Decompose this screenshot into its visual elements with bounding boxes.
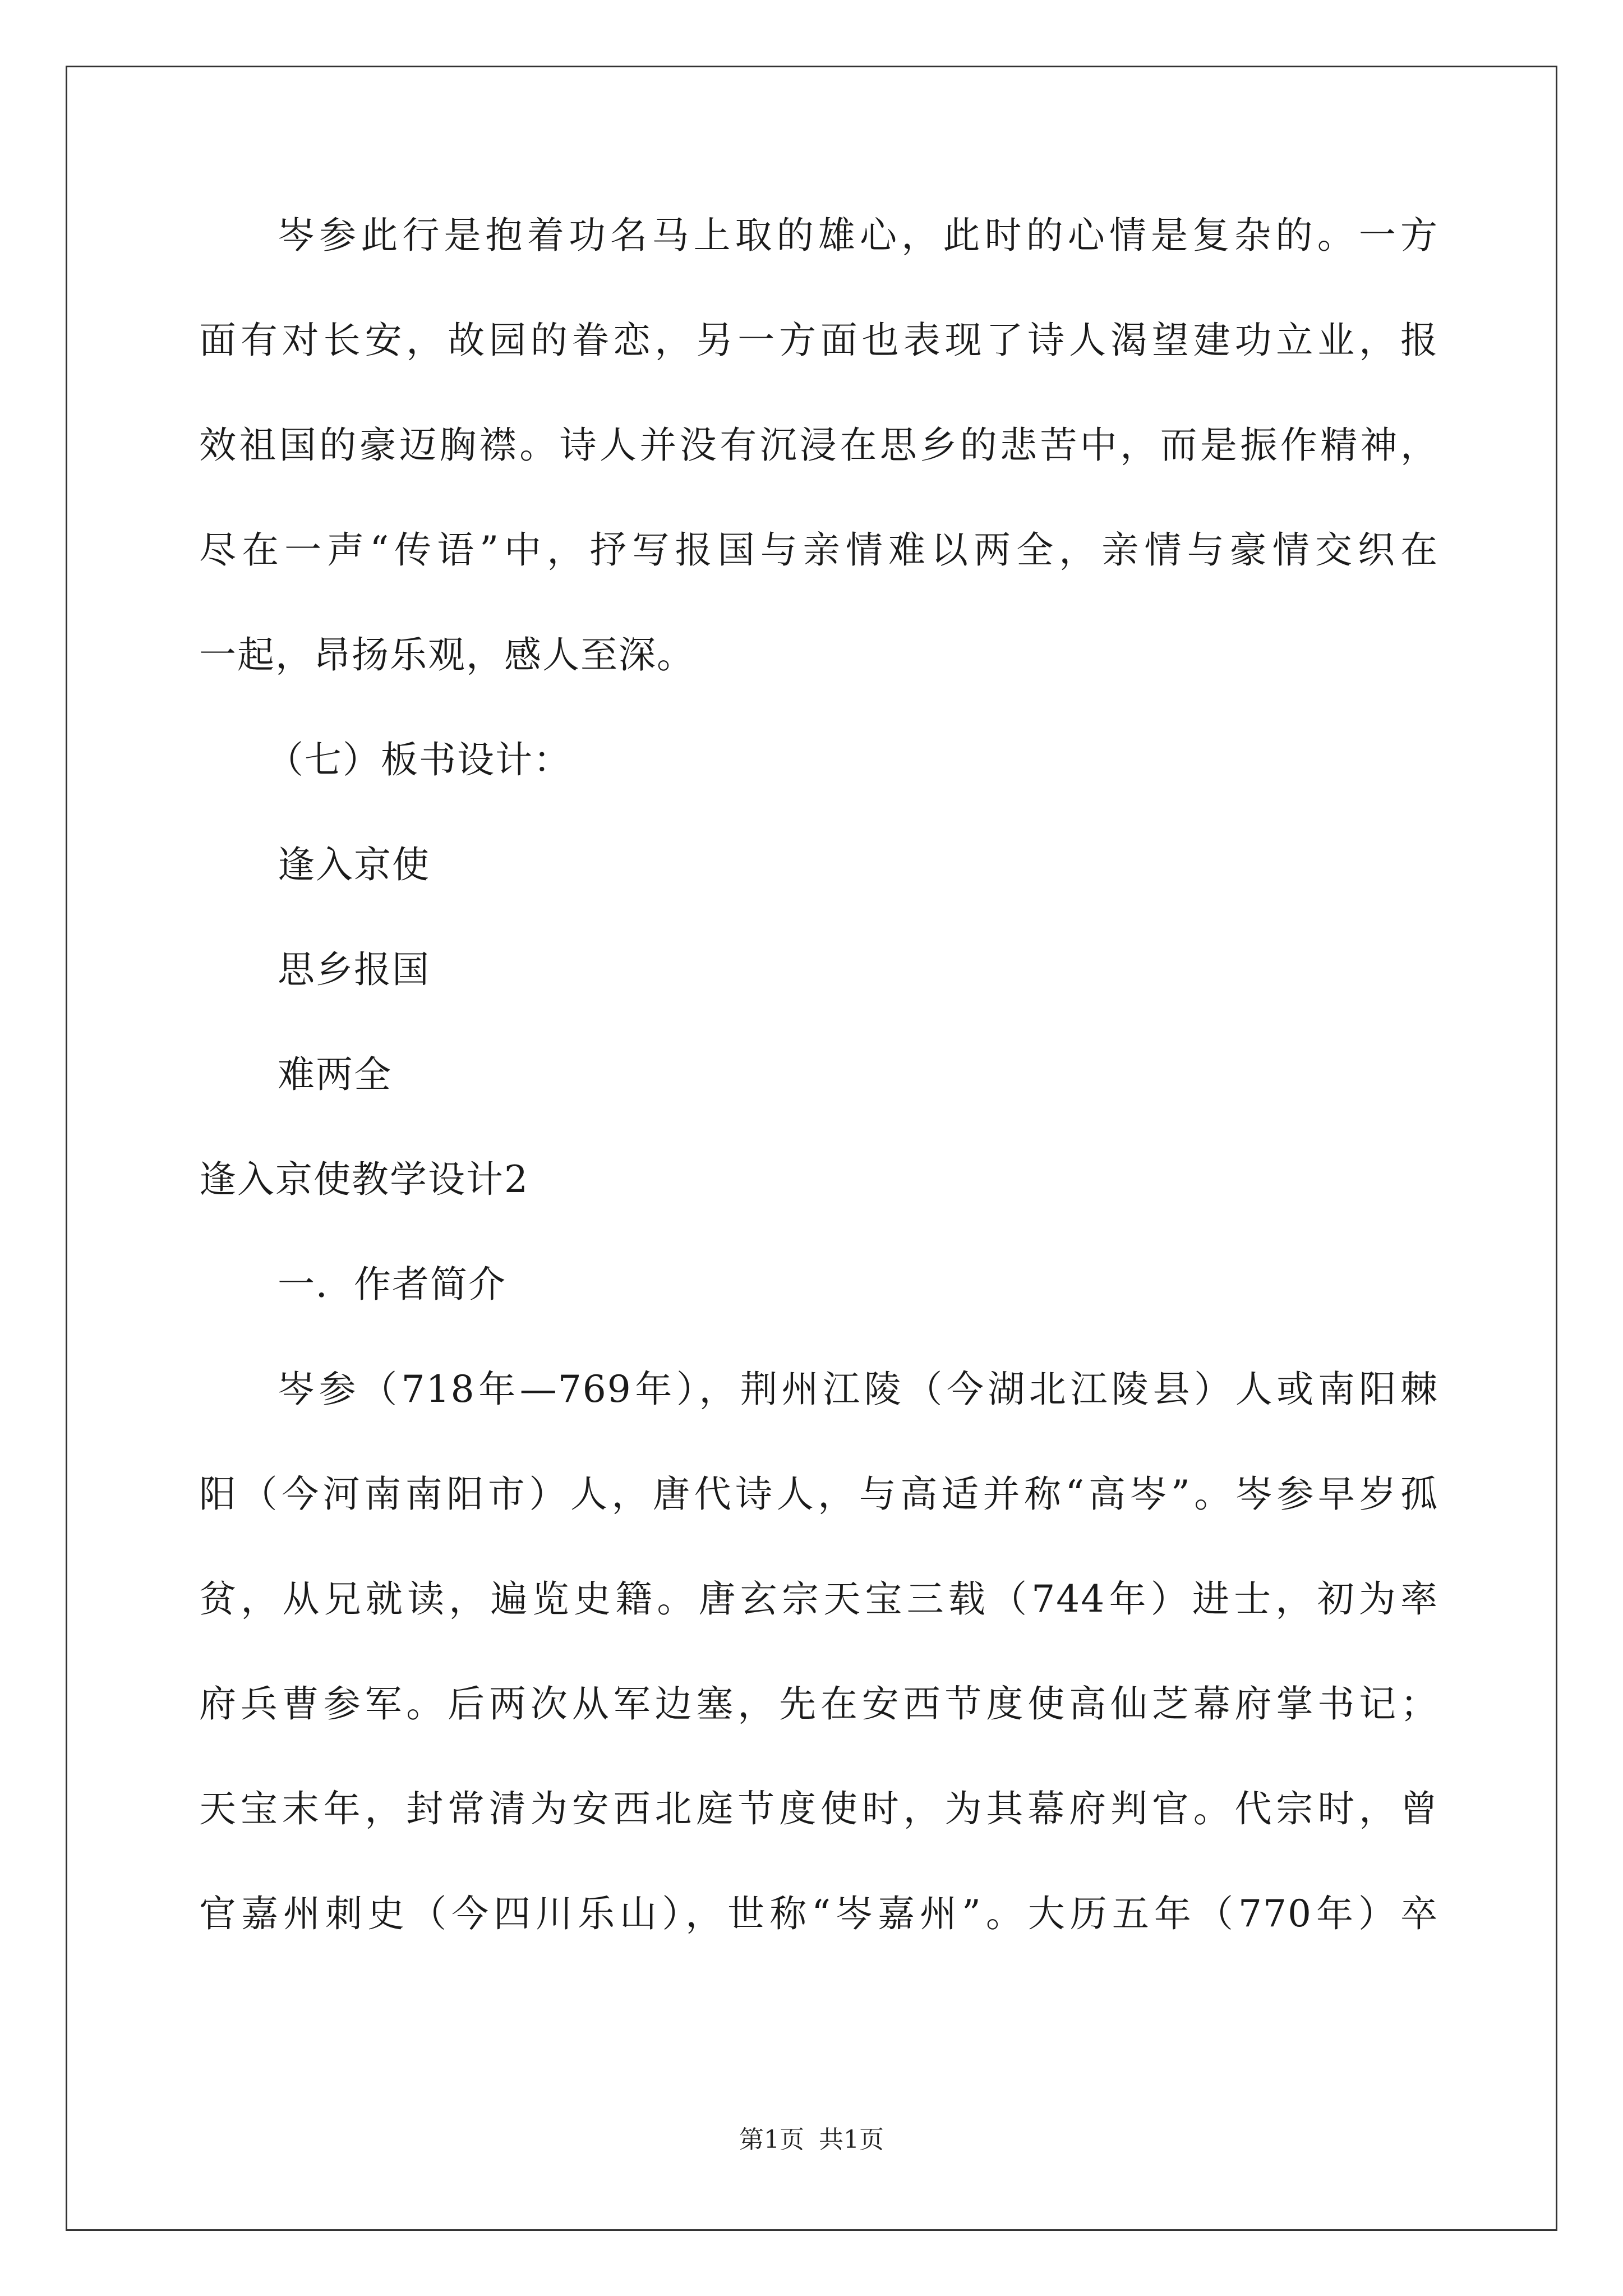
page-total: 共1页 [819,2125,884,2154]
board-line: 难两全 [278,1053,392,1096]
page-footer [0,2123,1623,2157]
paragraph-line: 府兵曹参军。后两次从军边塞，先在安西节度使高仙芝幕府掌书记； [199,1682,1438,1726]
paragraph-line: 尽在一声“传语”中，抒写报国与亲情难以两全，亲情与豪情交织在 [199,528,1438,572]
board-line: 思乡报国 [278,948,430,991]
page-number: 第1页 [739,2125,804,2154]
section-heading: （七）板书设计： [266,738,571,781]
paragraph-line: 官嘉州刺史（今四川乐山），世称“岑嘉州”。大历五年（770年）卒 [199,1892,1438,1935]
paragraph-line: 面有对长安，故园的眷恋，另一方面也表现了诗人渴望建功立业，报 [199,319,1438,362]
paragraph-line: 一起，昂扬乐观，感人至深。 [199,633,695,677]
paragraph-line: 贫，从兄就读，遍览史籍。唐玄宗天宝三载（744年）进士，初为率 [199,1577,1438,1621]
paragraph-line: 阳（今河南南阳市）人，唐代诗人，与高适并称“高岑”。岑参早岁孤 [199,1473,1438,1516]
section-heading: 一．作者简介 [278,1263,506,1306]
paragraph-line: 岑参此行是抱着功名马上取的雄心，此时的心情是复杂的。一方 [278,214,1438,257]
paragraph-line: 效祖国的豪迈胸襟。诗人并没有沉浸在思乡的悲苦中，而是振作精神， [199,424,1438,467]
board-line: 逢入京使 [278,843,430,886]
document-title: 逢入京使教学设计2 [199,1158,529,1201]
paragraph-line: 岑参（718年—769年），荆州江陵（今湖北江陵县）人或南阳棘 [278,1368,1438,1411]
paragraph-line: 天宝末年，封常清为安西北庭节度使时，为其幕府判官。代宗时，曾 [199,1787,1438,1830]
